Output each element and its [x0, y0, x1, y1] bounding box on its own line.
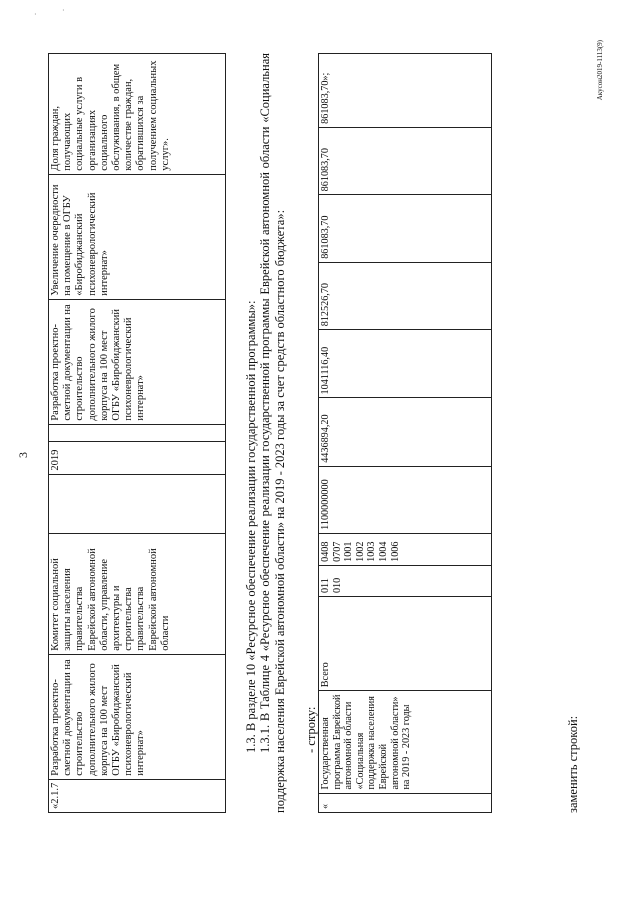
empty-cell [49, 424, 226, 442]
amount-year: 1041116,40 [319, 330, 492, 398]
measure-year: 2019 [49, 442, 226, 474]
scan-speck: · [34, 10, 37, 19]
measure-consequence: Увеличение очередности на помещение в ОГБУ «Биробиджанский психоневрологический интернат» [49, 174, 226, 299]
amount-total: 4436894,20 [319, 398, 492, 466]
amount-year: 861083,70 [319, 127, 492, 194]
measure-number: «2.1.7 [49, 779, 226, 812]
page-number: 3 [16, 452, 30, 458]
section-title: 1.3. В разделе 10 «Ресурсное обеспечение реализации государственной программы»: [244, 300, 258, 753]
measure-indicator: Доля граждан, получающих социальные услуги в организациях социального обслуживания, в общем количестве граждан, обратившихся за получением социальных услуг». [49, 54, 226, 175]
quote-mark: « [319, 793, 492, 812]
measures-table-row [48, 53, 226, 813]
row-label: - строку: [304, 706, 318, 753]
grbs-code: 011 010 [319, 565, 492, 596]
amount-year: 861083,70 [319, 195, 492, 262]
target-item-code: 1100000000 [319, 466, 492, 533]
empty-cell [49, 474, 226, 534]
measure-name: Разработка проектно-сметной документации на строительство дополнительного жилого корпуса на 100 мест ОГБУ «Биробиджанский психоневрологический интернат» [49, 654, 226, 779]
table-row [319, 54, 492, 813]
table-row [49, 54, 226, 813]
amount-year: 812526,70 [319, 262, 492, 329]
resource-table-row [318, 53, 492, 813]
rz-pr-codes: 0408 0707 1001 1002 1003 1004 1006 [319, 533, 492, 565]
program-name: Государственная программа Еврейской автономной области «Социальная поддержка населения Еврейской автономной области» на 2019 - 2023 годы [319, 691, 492, 793]
document-stamp: Акусон2019-1113(9) [596, 40, 604, 101]
replace-label: заменить строкой: [566, 715, 580, 813]
funding-source: Всего [319, 597, 492, 691]
scan-speck: · [62, 6, 65, 15]
paragraph: 1.3.1. В Таблице 4 «Ресурсное обеспечение реализации государственной программы Еврейской автономной области «Социальная поддержка населения Еврейской автономной области» на 2019 - 2023 годы за счет средств областного бюджета»: [258, 53, 287, 813]
measure-result: Разработка проектно-сметной документации на строительство дополнительного жилого корпуса на 100 мест ОГБУ «Биробиджанский психоневрологический интернат» [49, 299, 226, 424]
amount-year: 861083,70»; [319, 54, 492, 128]
measure-executor: Комитет социальной защиты населения правительства Еврейской автономной области, управление архитектуры и строительства правительства Еврейской автономной области [49, 534, 226, 654]
